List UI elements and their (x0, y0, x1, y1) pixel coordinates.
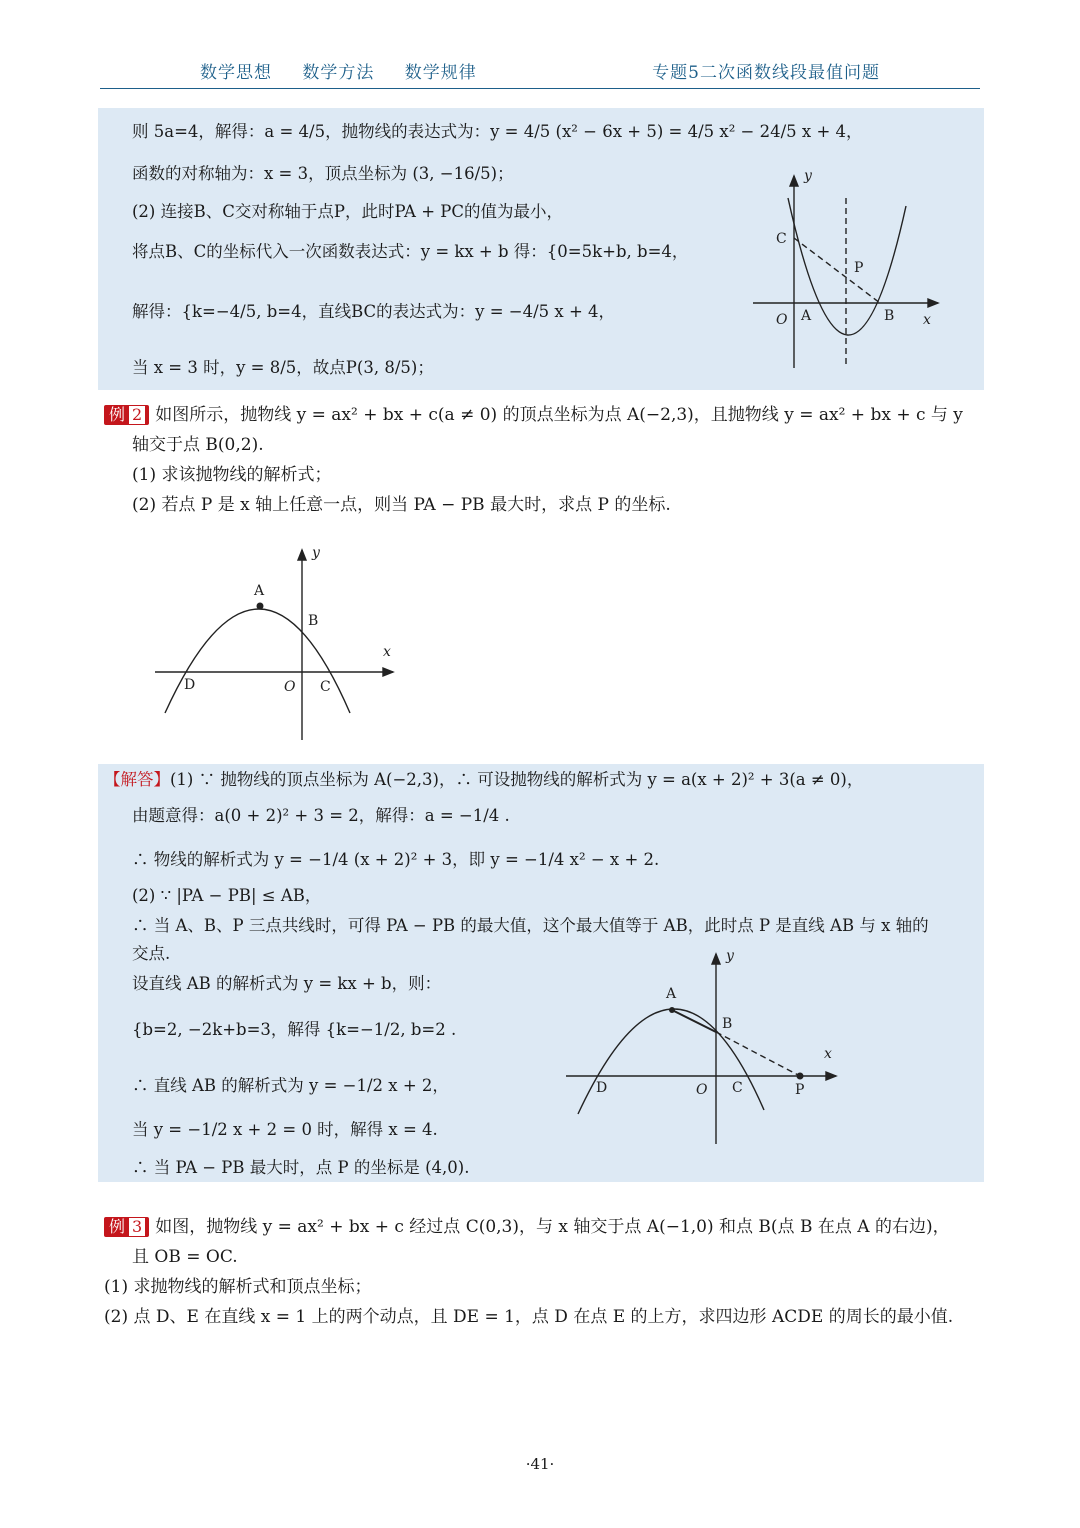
extension-bp (716, 1032, 800, 1076)
example2-line: 轴交于点 B(0,2). (132, 435, 264, 455)
y-axis-arrow (712, 954, 720, 964)
box2-line: 设直线 AB 的解析式为 y = kx + b，则： (132, 974, 442, 993)
box2-line-1: 【解答】(1) ∵ 抛物线的顶点坐标为 A(−2,3)，∴ 可设抛物线的解析式为 y = a(x + 2)² + 3(a ≠ 0)， (104, 770, 864, 789)
point-d-label: D (184, 677, 196, 693)
solution-box-1 (98, 108, 984, 390)
point-d-label: D (596, 1080, 608, 1096)
x-label: x (923, 312, 931, 328)
page-number: ·41· (525, 1455, 555, 1473)
page-header (100, 58, 980, 89)
point-b-label: B (308, 613, 319, 629)
x-axis-arrow (826, 1072, 836, 1080)
x-axis-arrow (928, 299, 938, 307)
point-a-label: A (666, 986, 677, 1002)
box1-figure (748, 168, 948, 388)
point-p-label: P (795, 1082, 805, 1098)
box1-line: 当 x = 3 时，y = 8/5，故点P(3, 8/5)； (132, 358, 434, 377)
x-axis-arrow (383, 668, 393, 676)
solution-box-2 (98, 764, 984, 1182)
point-p-dot (797, 1073, 804, 1080)
point-b-label: B (884, 308, 895, 324)
point-a-dot (257, 603, 264, 610)
example3-badge: 例 3 (104, 1217, 149, 1237)
point-a-dot (669, 1007, 675, 1013)
point-b-label: B (722, 1016, 733, 1032)
box2-figure (560, 946, 850, 1146)
y-axis-arrow (790, 176, 798, 186)
box1-line: (2) 连接B、C交对称轴于点P，此时PA + PC的值为最小， (132, 202, 564, 221)
point-p-label: P (854, 260, 864, 276)
box1-line: 函数的对称轴为：x = 3，顶点坐标为 (3, −16/5)； (132, 164, 514, 183)
box2-line: ∴ 当 A、B、P 三点共线时，可得 PA − PB 的最大值，这个最大值等于 AB，此时点 P 是直线 AB 与 x 轴的 (132, 916, 929, 935)
box2-line: 由题意得：a(0 + 2)² + 3 = 2，解得：a = −1/4 . (132, 806, 510, 825)
box2-line: {b=2, −2k+b=3，解得 {k=−1/2, b=2 . (132, 1020, 457, 1039)
example2-line: (2) 若点 P 是 x 轴上任意一点，则当 PA − PB 最大时，求点 P 的坐标. (132, 495, 671, 515)
example2-figure (150, 545, 410, 745)
point-c-label: C (732, 1080, 743, 1096)
box2-line: ∴ 直线 AB 的解析式为 y = −1/2 x + 2， (132, 1076, 449, 1095)
header-left-text: 数学思想 数学方法 数学规律 (200, 63, 477, 83)
box1-line: 解得：{k=−4/5, b=4，直线BC的表达式为：y = −4/5 x + 4， (132, 302, 616, 321)
box2-line: 交点. (132, 944, 171, 963)
example3-line: 且 OB = OC. (132, 1247, 238, 1267)
box2-line: 当 y = −1/2 x + 2 = 0 时，解得 x = 4. (132, 1120, 438, 1139)
example2-badge: 例 2 (104, 405, 149, 425)
parabola-curve (165, 609, 350, 713)
example3-line: (2) 点 D、E 在直线 x = 1 上的两个动点，且 DE = 1，点 D 在点 E 的上方，求四边形 ACDE 的周长的最小值. (104, 1307, 954, 1327)
box1-line: 将点B、C的坐标代入一次函数表达式：y = kx + b 得：{0=5k+b, b=4， (132, 242, 689, 261)
point-a-label: A (801, 308, 812, 324)
example2-line: (1) 求该抛物线的解析式； (132, 465, 332, 485)
header-right-text: 专题5二次函数线段最值问题 (652, 63, 880, 83)
box2-line: ∴ 物线的解析式为 y = −1/4 (x + 2)² + 3，即 y = −1/4 x² − x + 2. (132, 850, 660, 869)
y-axis-arrow (298, 550, 306, 560)
y-label: y (312, 545, 320, 561)
example3-line: (1) 求抛物线的解析式和顶点坐标； (104, 1277, 372, 1297)
point-c-label: C (320, 679, 331, 695)
origin-label: O (284, 679, 296, 695)
point-a-label: A (254, 583, 265, 599)
y-label: y (726, 948, 734, 964)
example3-line-1: 例 3 如图，抛物线 y = ax² + bx + c 经过点 C(0,3)，与 x 轴交于点 A(−1,0) 和点 B(点 B 在点 A 的右边)， (104, 1216, 950, 1238)
example2-line-1: 例 2 如图所示，抛物线 y = ax² + bx + c(a ≠ 0) 的顶点坐标为点 A(−2,3)，且抛物线 y = ax² + bx + c 与 y (104, 404, 963, 426)
box1-line: 则 5a=4，解得：a = 4/5，抛物线的表达式为：y = 4/5 (x² − 6x + 5) = 4/5 x² − 24/5 x + 4， (132, 122, 863, 141)
point-c-label: C (776, 231, 787, 247)
box2-line: (2) ∵ |PA − PB| ≤ AB， (132, 886, 322, 905)
y-label: y (804, 168, 812, 184)
origin-label: O (696, 1082, 708, 1098)
box2-line: ∴ 当 PA − PB 最大时，点 P 的坐标是 (4,0). (132, 1158, 470, 1177)
x-label: x (824, 1046, 832, 1062)
parabola-curve (578, 1009, 764, 1114)
x-label: x (383, 644, 391, 660)
origin-label: O (776, 312, 788, 328)
